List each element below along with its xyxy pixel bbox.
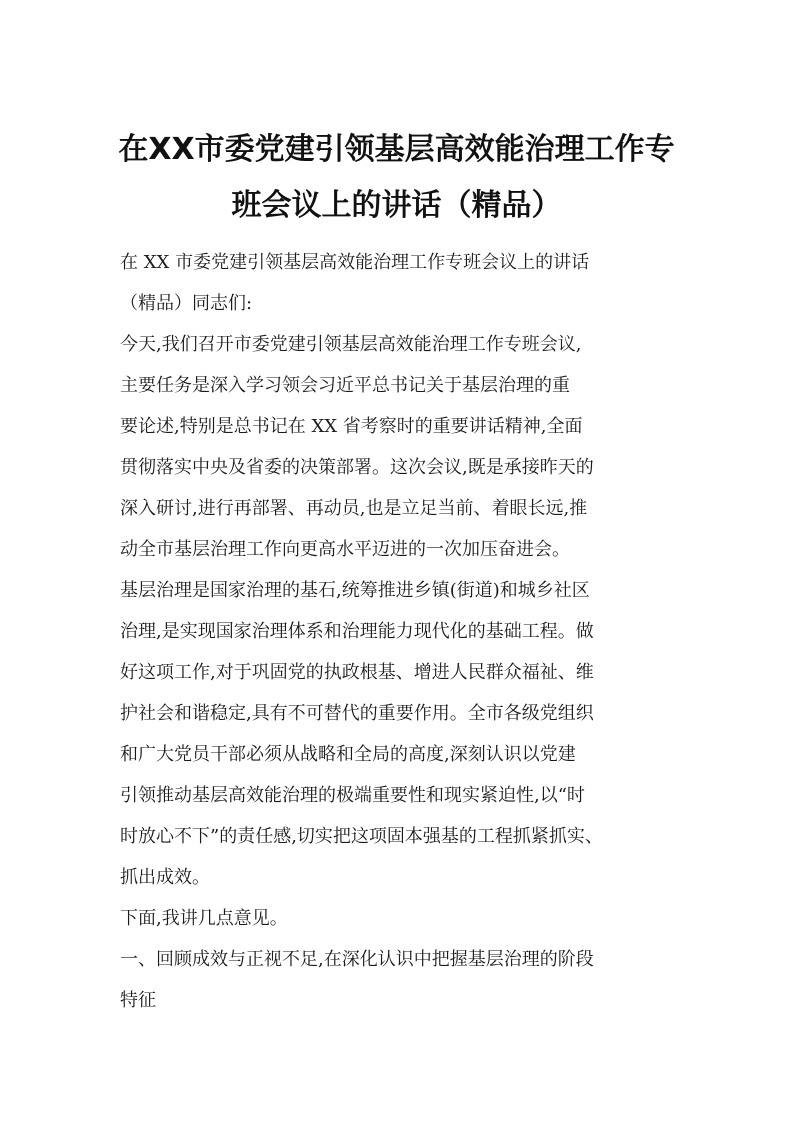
paragraph-transition — [120, 898, 680, 939]
page-title — [100, 122, 693, 234]
text-line: 主要任务是深入学习领会习近平总书记关于基层治理的重 — [120, 375, 570, 396]
text-line: 抓出成效。 — [120, 867, 210, 888]
title-line: 班会议上的讲话（精品） — [231, 188, 562, 223]
document-body — [120, 242, 680, 1021]
text-line: 治理,是实现国家治理体系和治理能力现代化的基础工程。做 — [120, 621, 594, 642]
text-line: 在 XX 市委党建引领基层高效能治理工作专班会议上的讲话 — [120, 252, 590, 273]
text-line: 护社会和谐稳定,具有不可替代的重要作用。全市各级党组织 — [120, 703, 594, 724]
text-line: 一、回顾成效与正视不足,在深化认识中把握基层治理的阶段 — [120, 949, 594, 970]
text-line: 特征 — [120, 990, 156, 1011]
text-line: 动全市基层治理工作向更高水平迈进的一次加压奋进会。 — [120, 539, 570, 560]
text-line: 贯彻落实中央及省委的决策部署。这次会议,既是承接昨天的 — [120, 457, 594, 478]
paragraph-governance-importance — [120, 570, 680, 898]
paragraph-meeting-purpose — [120, 324, 680, 570]
text-line: 和广大党员干部必须从战略和全局的高度,深刻认识以党建 — [120, 744, 576, 765]
text-line: 深入研讨,进行再部署、再动员,也是立足当前、着眼长远,推 — [120, 498, 588, 519]
text-line: 时放心不下”的责任感,切实把这项固本强基的工程抓紧抓实、 — [120, 826, 603, 847]
text-line: 要论述,特别是总书记在 XX 省考察时的重要讲话精神,全面 — [120, 416, 583, 437]
text-line: 基层治理是国家治理的基石,统筹推进乡镇(街道)和城乡社区 — [120, 580, 590, 601]
text-line: （精品）同志们: — [120, 293, 253, 314]
paragraph-intro — [120, 242, 680, 324]
text-line: 好这项工作,对于巩固党的执政根基、增进人民群众福祉、维 — [120, 662, 594, 683]
text-line: 引领推动基层高效能治理的极端重要性和现实紧迫性,以“时 — [120, 785, 585, 806]
title-line: 在XX市委党建引领基层高效能治理工作专 — [118, 132, 675, 167]
section-heading-one — [120, 939, 680, 1021]
text-line: 今天,我们召开市委党建引领基层高效能治理工作专班会议, — [120, 334, 582, 355]
text-line: 下面,我讲几点意见。 — [120, 908, 288, 929]
